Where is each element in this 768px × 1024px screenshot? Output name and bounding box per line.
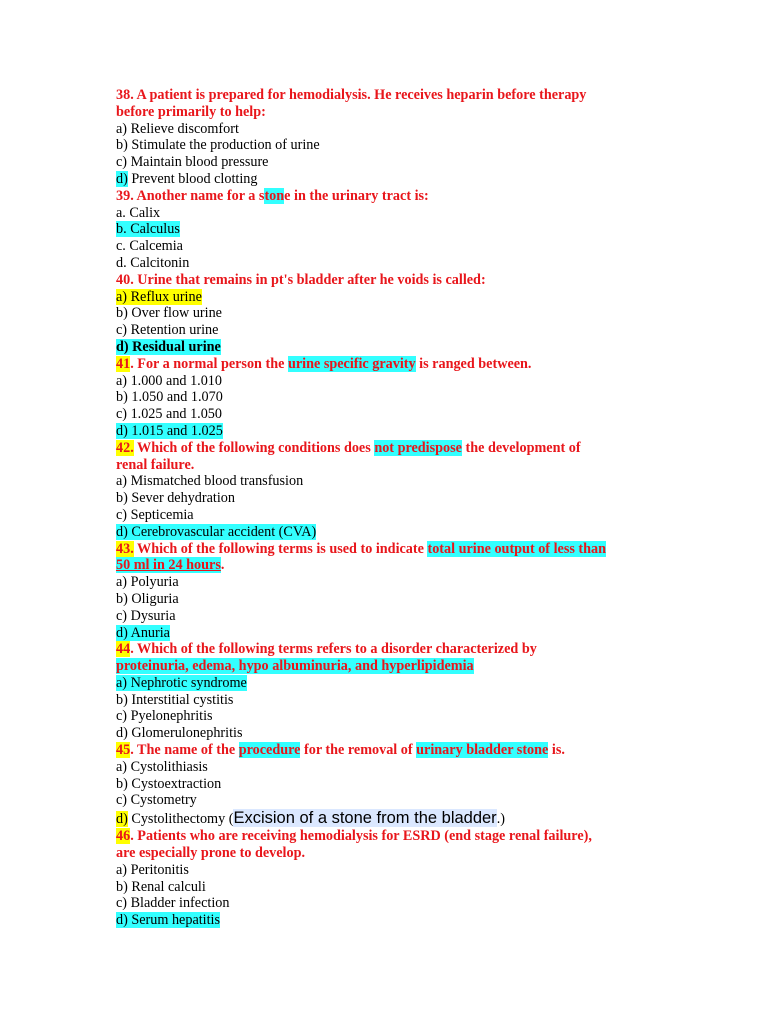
- answer-highlight: d): [116, 811, 128, 828]
- question-45-option-d: [116, 809, 676, 828]
- question-number-highlight: 44: [116, 641, 131, 658]
- question-45-option-a: a) Cystolithiasis: [116, 758, 208, 775]
- question-45-stem: [116, 742, 676, 759]
- question-41-option-c: c) 1.025 and 1.050: [116, 406, 222, 423]
- question-41-option-d: d) 1.015 and 1.025: [116, 422, 223, 439]
- question-46-option-b: b) Renal calculi: [116, 878, 206, 895]
- keyword-highlight: ton: [264, 187, 285, 204]
- question-43-option-d: d) Anuria: [116, 624, 170, 641]
- question-42-stem-line2: renal failure.: [116, 456, 195, 473]
- question-number-highlight: 45: [116, 742, 131, 759]
- question-number-highlight: 46: [116, 828, 131, 845]
- question-43-option-b: b) Oliguria: [116, 590, 179, 607]
- question-41-option-b: b) 1.050 and 1.070: [116, 389, 223, 406]
- keyword-highlight: proteinuria, edema, hypo albuminuria, and hyperlipidemia: [116, 658, 474, 675]
- option-text: Cystolithectomy (: [127, 811, 234, 828]
- question-45-option-c: c) Cystometry: [116, 792, 197, 809]
- keyword-highlight: urine specific gravity: [287, 355, 416, 372]
- question-45-option-b: b) Cystoextraction: [116, 775, 222, 792]
- question-43-option-a: a) Polyuria: [116, 574, 179, 591]
- question-44-stem-line2: [116, 658, 676, 675]
- question-41-option-a: a) 1.000 and 1.010: [116, 372, 222, 389]
- question-44-option-b: b) Interstitial cystitis: [116, 691, 234, 708]
- question-46-stem: [116, 828, 676, 845]
- keyword-highlight: urinary bladder stone: [416, 742, 549, 759]
- question-38-option-c: c) Maintain blood pressure: [116, 154, 269, 171]
- stem-text: Which of the following conditions does: [133, 439, 375, 456]
- stem-text: the development of: [461, 439, 581, 456]
- question-40-option-c: c) Retention urine: [116, 322, 219, 339]
- question-44-stem: [116, 641, 676, 658]
- question-44-option-d: d) Glomerulonephritis: [116, 725, 243, 742]
- stem-text: . For a normal person the: [130, 355, 288, 372]
- question-number-highlight: 43.: [116, 540, 134, 557]
- question-42-stem: [116, 440, 676, 457]
- keyword-highlight: not predispose: [374, 439, 462, 456]
- stem-text: . Which of the following terms refers to a disorder characterized by: [130, 641, 537, 658]
- stem-text: . The name of the: [130, 742, 239, 759]
- question-42-option-d: d) Cerebrovascular accident (CVA): [116, 523, 317, 540]
- question-38-option-d: [116, 171, 676, 188]
- stem-text: 39. Another name for a s: [116, 187, 265, 204]
- question-46-option-c: c) Bladder infection: [116, 895, 230, 912]
- question-43-stem-line2: [116, 557, 676, 574]
- stem-text: Which of the following terms is used to indicate: [133, 540, 428, 557]
- stem-text: for the removal of: [300, 742, 417, 759]
- keyword-highlight: procedure: [238, 742, 301, 759]
- stem-text: .: [220, 557, 225, 574]
- option-text: Prevent blood clotting: [127, 170, 258, 187]
- document-page: [116, 87, 676, 929]
- answer-highlight: d): [116, 170, 128, 187]
- question-38-option-a: a) Relieve discomfort: [116, 120, 239, 137]
- answer-note: Excision of a stone from the bladder: [233, 809, 497, 828]
- stem-text: e in the urinary tract is:: [284, 187, 429, 204]
- question-42-option-a: a) Mismatched blood transfusion: [116, 473, 304, 490]
- question-43-option-c: c) Dysuria: [116, 607, 176, 624]
- question-40-option-a: a) Reflux urine: [116, 288, 202, 305]
- question-40-stem: 40. Urine that remains in pt's bladder after he voids is called:: [116, 271, 486, 288]
- question-39-option-a: a. Calix: [116, 204, 161, 221]
- question-40-option-d: d) Residual urine: [116, 338, 221, 355]
- question-39-option-d: d. Calcitonin: [116, 254, 190, 271]
- question-46-option-a: a) Peritonitis: [116, 861, 189, 878]
- question-38-stem-line2: before primarily to help:: [116, 103, 266, 120]
- question-38-option-b: b) Stimulate the production of urine: [116, 137, 320, 154]
- question-40-option-b: b) Over flow urine: [116, 305, 222, 322]
- stem-text: is ranged between.: [415, 355, 532, 372]
- stem-text: . Patients who are receiving hemodialysis for ESRD (end stage renal failure),: [130, 828, 592, 845]
- question-39-option-c: c. Calcemia: [116, 238, 183, 255]
- question-42-option-b: b) Sever dehydration: [116, 490, 235, 507]
- question-38-stem: 38. A patient is prepared for hemodialysis. He receives heparin before therapy: [116, 87, 587, 103]
- question-number-highlight: 42.: [116, 439, 134, 456]
- question-39-option-b: b. Calculus: [116, 221, 180, 238]
- question-43-stem: [116, 541, 676, 558]
- question-41-stem: [116, 356, 676, 373]
- question-42-option-c: c) Septicemia: [116, 506, 194, 523]
- stem-text: is.: [548, 742, 565, 759]
- option-text: .): [496, 811, 505, 828]
- question-46-stem-line2: are especially prone to develop.: [116, 845, 306, 862]
- keyword-highlight: 50 ml in 24 hours: [116, 557, 221, 574]
- question-44-option-a: a) Nephrotic syndrome: [116, 674, 247, 691]
- keyword-highlight: total urine output of less than: [427, 540, 607, 557]
- question-44-option-c: c) Pyelonephritis: [116, 708, 213, 725]
- question-39-stem: [116, 188, 676, 205]
- question-number-highlight: 41: [116, 355, 131, 372]
- question-46-option-d: d) Serum hepatitis: [116, 912, 221, 929]
